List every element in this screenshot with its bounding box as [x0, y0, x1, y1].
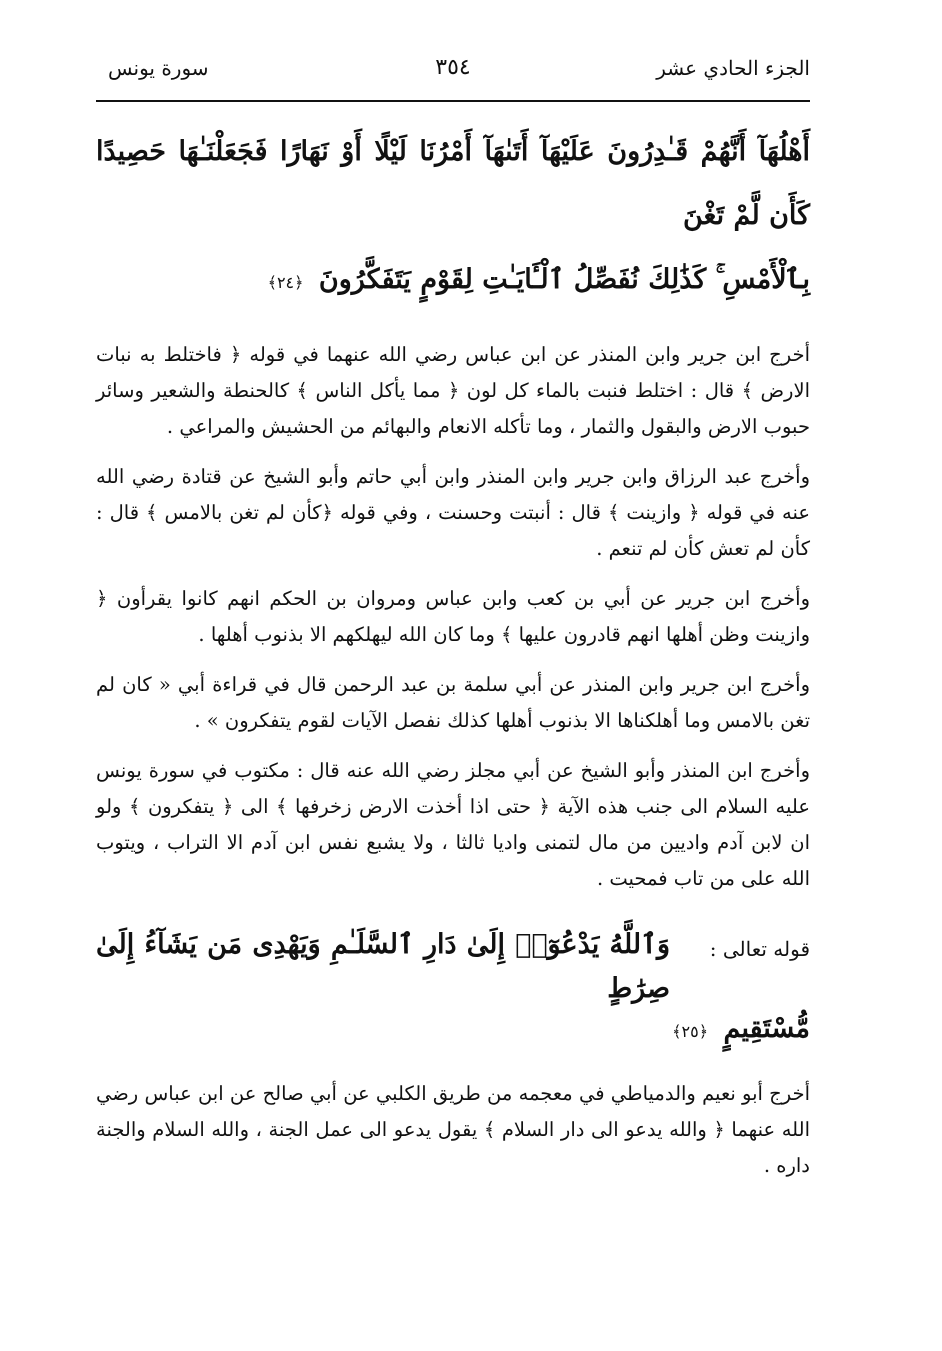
- qawluh-label: قوله تعالى :: [709, 937, 810, 961]
- verse-line-2: [96, 248, 810, 315]
- commentary-paragraph: وأخرج عبد الرزاق وابن جرير وابن المنذر وابن أبي حاتم وأبو الشيخ عن قتادة رضي الله عنه في قوله ﴿ وازينت ﴾ قال : أنبتت وحسنت ، وفي قوله ﴿كأن لم تغن بالامس ﴾ قال : كأن لم تعش كأن لم تنعم .: [96, 465, 810, 560]
- qawluh-line: [96, 923, 810, 1004]
- commentary-paragraph: أخرج ابن جرير وابن المنذر عن ابن عباس رضي الله عنهما في قوله ﴿ فاختلط به نبات الارض ﴾ قال : اختلط فنبت بالماء كل لون ﴿ مما يأكل الناس ﴾ كالحنطة والشعير وسائر حبوب الارض والبقول والثمار ، وما تأكله الانعام والبهائم من الحشيش والمراعي .: [96, 343, 810, 438]
- surah-title: سورة يونس: [108, 56, 209, 80]
- verse-line-1: أَهْلُهَآ أَنَّهُمْ قَـٰدِرُونَ عَلَيْهَآ أَتَىٰهَآ أَمْرُنَا لَيْلًا أَوْ نَهَارًا فَجَعَلْنَـٰهَا حَصِيدًا كَأَن لَّمْ تَغْنَ: [96, 136, 810, 231]
- page-number: ٣٥٤: [435, 55, 471, 80]
- running-header: [96, 48, 810, 88]
- commentary-paragraph: وأخرج ابن جرير وابن المنذر عن أبي سلمة بن عبد الرحمن قال في قراءة أبي « كان لم تغن بالامس وما أهلكناها الا بذنوب أهلها كذلك نفصل الآيات لقوم يتفكرون » .: [96, 673, 810, 732]
- final-commentary-paragraph: أخرج أبو نعيم والدمياطي في معجمه من طريق الكلبي عن أبي صالح عن ابن عباس رضي الله عنهما ﴿ والله يدعو الى دار السلام ﴾ يقول يدعو الى عمل الجنة ، والله السلام والجنة داره .: [96, 1082, 810, 1177]
- quran-verse: [96, 120, 810, 315]
- book-page: [96, 48, 810, 1184]
- ayah-number-mark-2: ﴿٢٥﴾: [672, 1022, 709, 1041]
- part-title: الجزء الحادي عشر: [656, 56, 810, 80]
- header-rule: [96, 100, 810, 102]
- qawluh-verse-continuation: [96, 1007, 810, 1054]
- qawluh-verse: وَٱللَّهُ يَدْعُوٓا۟ إِلَىٰ دَارِ ٱلسَّلَـٰمِ وَيَهْدِى مَن يَشَآءُ إِلَىٰ صِرَٰطٍ: [96, 929, 670, 1004]
- qawluh-verse-end: مُّسْتَقِيمٍ: [723, 1013, 810, 1044]
- commentary-paragraph: وأخرج ابن جرير عن أبي بن كعب وابن عباس ومروان بن الحكم انهم كانوا يقرأون ﴿ وازينت وظن أهلها انهم قادرون عليها ﴾ وما كان الله ليهلكهم الا بذنوب أهلها .: [96, 587, 810, 646]
- commentary-paragraph: وأخرج ابن المنذر وأبو الشيخ عن أبي مجلز رضي الله عنه قال : مكتوب في سورة يونس عليه السلام الى جنب هذه الآية ﴿ حتى اذا أخذت الارض زخرفها ﴾ الى ﴿ يتفكرون ﴾ ولو ان لابن آدم واديين من مال لتمنى واديا ثالثا ، ولا يشبع نفس ابن آدم الا التراب ، ويتوب الله على من تاب فمحيت .: [96, 759, 810, 890]
- verse-line-2-text: بِٱلْأَمْسِ ۚ كَذَٰلِكَ نُفَصِّلُ ٱلْـَٔايَـٰتِ لِقَوْمٍ يَتَفَكَّرُونَ: [318, 264, 810, 295]
- ayah-number-mark: ﴿٢٤﴾: [267, 273, 304, 292]
